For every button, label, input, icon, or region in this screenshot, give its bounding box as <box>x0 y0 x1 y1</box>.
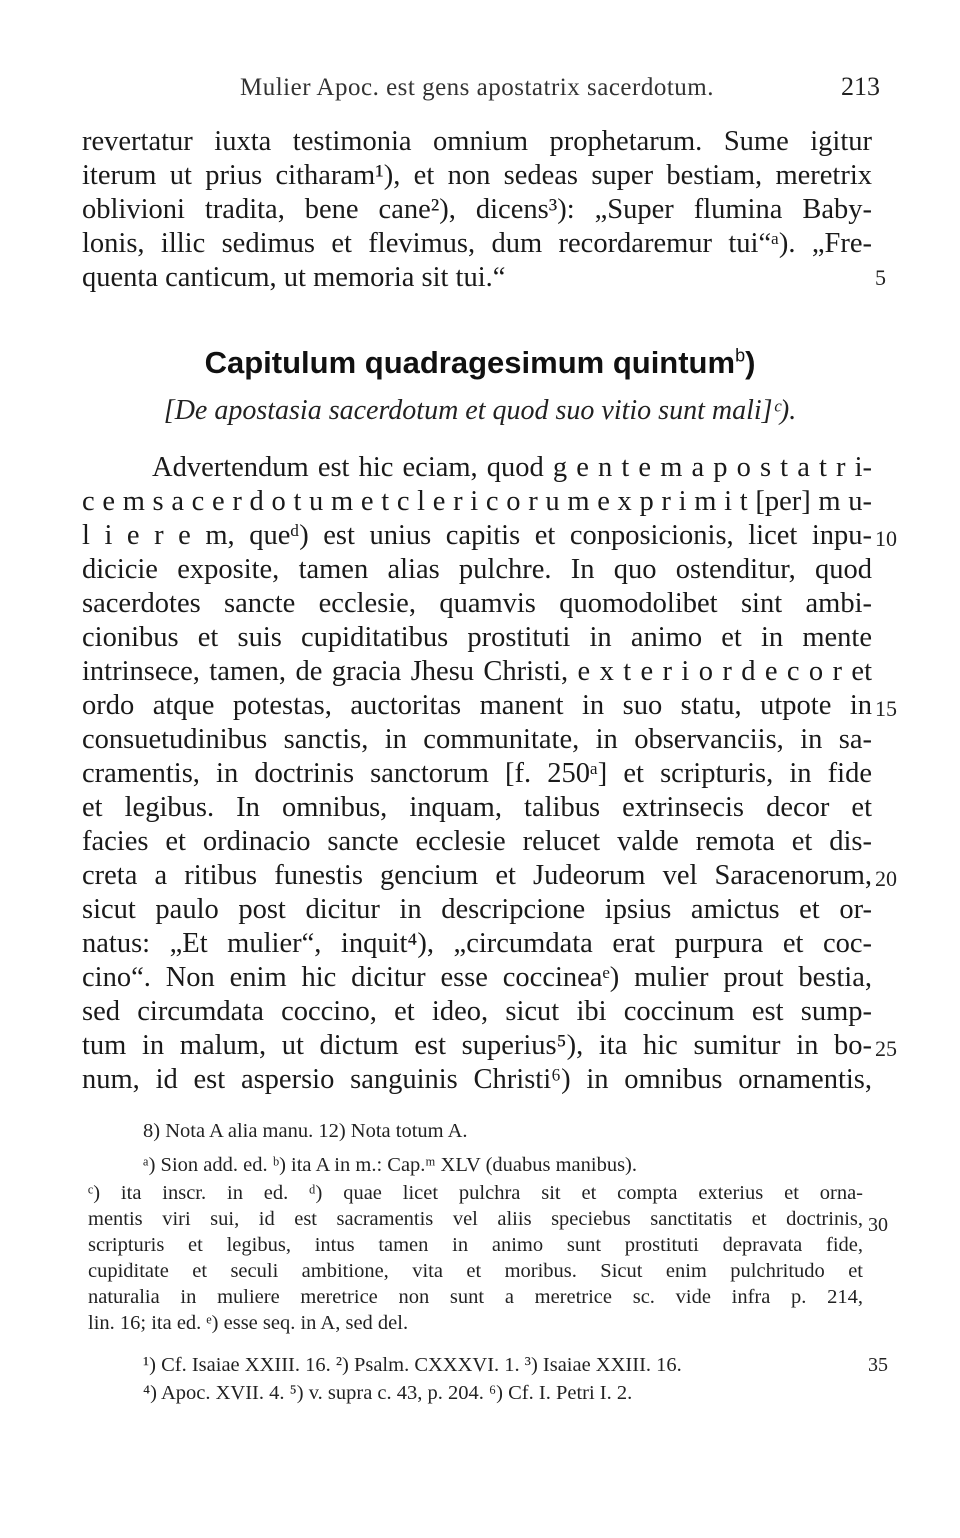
text-line: revertatur iuxta testimonia omnium prophetarum. Sume igitur <box>82 126 872 157</box>
text-line: num, id est aspersio sanguinis Christi⁶) in omnibus ornamentis, <box>82 1064 872 1095</box>
text-line: oblivioni tradita, bene cane²), dicens³): „Super flumina Baby- <box>82 194 872 225</box>
note-line: cupiditate et seculi ambitione, vita et moribus. Sicut enim pulchritudo et <box>88 1260 863 1282</box>
note-line: lin. 16; ita ed. ᵉ) esse seq. in A, sed del. <box>88 1312 409 1334</box>
line-number: 5 <box>875 265 886 290</box>
running-head <box>240 70 880 110</box>
text-line: sed circumdata coccino, et ideo, sicut ibi coccinum est sump- <box>82 996 872 1027</box>
text-line: ordo atque potestas, auctoritas manent in suo statu, utpote in <box>82 690 872 721</box>
text-line: facies et ordinacio sancte ecclesie relucet valde remota et dis- <box>82 826 872 857</box>
page-number: 213 <box>841 72 880 101</box>
source-line: ⁴) Apoc. XVII. 4. ⁵) v. supra c. 43, p. 204. ⁶) Cf. I. Petri I. 2. <box>143 1382 633 1404</box>
note-line: ᶜ) ita inscr. in ed. ᵈ) quae licet pulchra sit et compta exterius et orna- <box>88 1182 863 1204</box>
text-line: cramentis, in doctrinis sanctorum [f. 250ᵃ] et scripturis, in fide <box>82 758 872 789</box>
text-line: lonis, illic sedimus et flevimus, dum recordaremur tui“ᵃ). „Fre- <box>82 228 872 259</box>
text-line: natus: „Et mulier“, inquit⁴), „circumdata erat purpura et coc- <box>82 928 872 959</box>
chapter-title-text: Capitulum quadragesimum quintum <box>204 345 736 380</box>
text-line: cionibus et suis cupiditatibus prostituti in animo et in mente <box>82 622 872 653</box>
text-line: l i e r e m, queᵈ) est unius capitis et conposicionis, licet inpu- <box>82 520 872 551</box>
text-line: tum in malum, ut dictum est superius⁵), ita hic sumitur in bo- <box>82 1030 872 1061</box>
line-number: 10 <box>875 526 897 551</box>
text-line: Advertendum est hic eciam, quod g e n t e m a p o s t a t r i- <box>152 452 872 483</box>
text-line: sicut paulo post dicitur in descripcione ipsius amictus et or- <box>82 894 872 925</box>
text-line: consuetudinibus sanctis, in communitate, in observanciis, in sa- <box>82 724 872 755</box>
line-number: 25 <box>875 1036 897 1061</box>
running-title: Mulier Apoc. est gens apostatrix sacerdotum. <box>240 74 714 101</box>
text-line: dicicie exposite, tamen alias pulchre. In quo ostenditur, quod <box>82 554 872 585</box>
note-line: mentis viri sui, id est sacramentis vel aliis speciebus sanctitatis et doctrinis, <box>88 1208 863 1230</box>
text-line: intrinsece, tamen, de gracia Jhesu Christi, e x t e r i o r d e c o r et <box>82 656 872 687</box>
text-line: cino“. Non enim hic dicitur esse coccineaᵉ) mulier prout bestia, <box>82 962 872 993</box>
chapter-title-note: b <box>735 345 746 366</box>
text-line: iterum ut prius citharam¹), et non sedeas super bestiam, meretrix <box>82 160 872 191</box>
text-line: quenta canticum, ut memoria sit tui.“ <box>82 262 506 293</box>
line-number: 35 <box>868 1354 888 1376</box>
line-number: 30 <box>868 1214 888 1236</box>
text-line: sacerdotes sancte ecclesie, quamvis quomodolibet sint ambi- <box>82 588 872 619</box>
note-line: ᵃ) Sion add. ed. ᵇ) ita A in m.: Cap.ᵐ XLV (duabus manibus). <box>143 1154 638 1176</box>
source-line: ¹) Cf. Isaiae XXIII. 16. ²) Psalm. CXXXVI. 1. ³) Isaiae XXIII. 16. <box>143 1354 682 1376</box>
chapter-title: Capitulum quadragesimum quintum$^b$) <box>204 345 756 380</box>
line-number: 20 <box>875 866 897 891</box>
text-line: c e m s a c e r d o t u m e t c l e r i c o r u m e x p r i m i t [per] m u- <box>82 486 872 517</box>
line-number: 15 <box>875 696 897 721</box>
note-line: naturalia in muliere meretrice non sunt a meretrice sc. vide infra p. 214, <box>88 1286 863 1308</box>
note-line: scripturis et legibus, intus tamen in animo sunt prostituti depravata fide, <box>88 1234 863 1256</box>
text-line: creta a ritibus funestis gencium et Judeorum vel Saracenorum, <box>82 860 872 891</box>
note-line: 8) Nota A alia manu. 12) Nota totum A. <box>143 1120 468 1142</box>
text-line: et legibus. In omnibus, inquam, talibus extrinsecis decor et <box>82 792 872 823</box>
chapter-subtitle: [De apostasia sacerdotum et quod suo vitio sunt mali]ᶜ). <box>163 395 797 426</box>
